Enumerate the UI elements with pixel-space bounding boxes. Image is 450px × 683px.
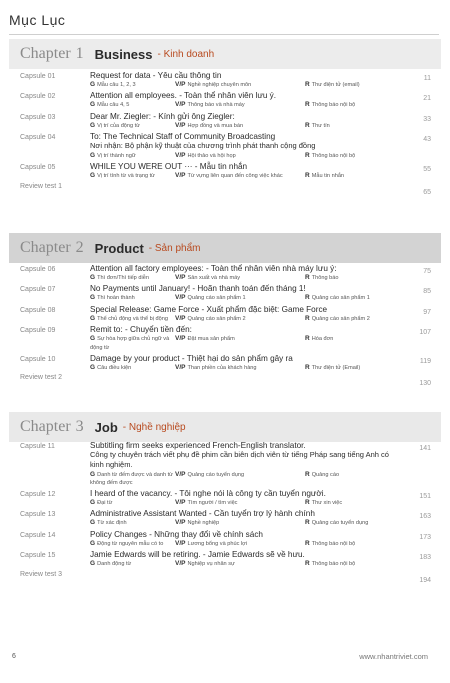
capsule-entry[interactable]	[20, 489, 441, 507]
vocabulary-topic	[175, 151, 305, 160]
grammar-topic	[90, 121, 175, 130]
vocabulary-topic-letter: V/P	[175, 101, 186, 109]
capsule-entry[interactable]	[20, 112, 441, 130]
vocabulary-topic-text: Than phiền của khách hàng	[187, 364, 257, 371]
capsule-label: Capsule 01	[20, 73, 56, 80]
review-test-label: Review test 2	[20, 374, 63, 382]
vocabulary-topic	[175, 80, 305, 89]
vocabulary-topic-text: Quảng cáo sản phẩm 2	[187, 315, 246, 322]
capsule-entry[interactable]	[20, 162, 441, 180]
chapter-subtitle: - Kinh doanh	[157, 48, 215, 60]
capsule-page-number: 107	[419, 329, 431, 337]
vocabulary-topic	[175, 171, 305, 180]
capsule-page-number: 21	[423, 95, 431, 103]
vocabulary-topic-text: Nghề nghiệp chuyên môn	[187, 82, 252, 88]
footer-url: www.nhantriviet.com	[359, 652, 428, 661]
grammar-topic	[90, 171, 175, 180]
reading-type	[305, 273, 441, 282]
vocabulary-topic-letter: V/P	[175, 539, 186, 547]
vocabulary-topic-letter: V/P	[175, 314, 186, 322]
reading-type-letter: R	[305, 274, 310, 281]
grammar-topic-text: Vị trí tính từ và trạng từ	[97, 173, 155, 180]
capsule-topics	[90, 171, 441, 180]
reading-type-text: Quảng cáo tuyển dụng	[311, 520, 369, 527]
reading-type	[305, 80, 441, 89]
capsule-page-number: 119	[419, 357, 431, 365]
vocabulary-topic	[175, 498, 305, 507]
chapter-number: 1	[75, 45, 84, 62]
reading-type-letter: R	[305, 499, 310, 507]
grammar-topic-text: Sự hòa hợp giữa chủ ngữ và động từ	[90, 336, 170, 351]
chapter-number: 3	[75, 418, 84, 435]
chapter-title: Business	[94, 46, 153, 62]
capsule-title: Subtitling firm seeks experienced French-English translator.	[90, 441, 306, 450]
grammar-topic-text: Vị trí thành ngữ	[97, 153, 136, 160]
capsule-entry[interactable]	[20, 132, 441, 160]
footer-page-number: 6	[12, 653, 16, 660]
grammar-topic-letter: G	[90, 539, 96, 547]
chapter-word: Chapter	[20, 45, 71, 62]
vocabulary-topic	[175, 314, 305, 323]
reading-type-text: Quảng cáo sản phẩm 1	[311, 295, 370, 302]
grammar-topic-letter: G	[90, 274, 96, 281]
vocabulary-topic	[175, 518, 305, 527]
grammar-topic-letter: G	[90, 560, 96, 568]
capsule-topics	[90, 80, 441, 89]
review-test-label: Review test 1	[20, 182, 63, 190]
review-test-entry[interactable]	[20, 374, 441, 388]
grammar-topic-text: Danh động từ	[97, 561, 132, 568]
vocabulary-topic-letter: V/P	[175, 152, 186, 160]
grammar-topic-letter: G	[90, 335, 96, 343]
vocabulary-topic	[175, 539, 305, 548]
vocabulary-topic	[175, 121, 305, 130]
vocabulary-topic-text: Nghiệp vụ nhân sự	[187, 561, 235, 568]
chapter-header	[9, 412, 441, 442]
reading-type-text: Thư điện tử (email)	[311, 82, 360, 88]
vocabulary-topic	[175, 273, 305, 282]
review-test-entry[interactable]	[20, 571, 441, 585]
grammar-topic	[90, 314, 175, 323]
vocabulary-topic-letter: V/P	[175, 470, 186, 478]
reading-type-letter: R	[305, 294, 310, 302]
vocabulary-topic-text: Quảng cáo sản phẩm 1	[187, 295, 246, 302]
capsule-entry[interactable]	[20, 441, 441, 487]
reading-type-text: Thông báo nội bộ	[311, 540, 356, 547]
vocabulary-topic-letter: V/P	[175, 499, 186, 507]
grammar-topic	[90, 363, 175, 372]
vocabulary-topic-letter: V/P	[175, 121, 186, 129]
grammar-topic-text: Vị trí của động từ	[97, 122, 140, 129]
capsule-title: Special Release: Game Force - Xuất phẩm đặc biệt: Game Force	[90, 304, 328, 314]
review-test-page-number: 194	[419, 576, 431, 584]
grammar-topic	[90, 539, 175, 548]
reading-type-letter: R	[305, 539, 310, 547]
capsule-topics	[90, 334, 441, 352]
review-test-page-number: 65	[423, 188, 431, 196]
grammar-topic	[90, 559, 175, 568]
vocabulary-topic	[175, 293, 305, 302]
capsule-page-number: 43	[423, 136, 431, 144]
reading-type-letter: R	[305, 81, 310, 88]
capsule-label: Capsule 15	[20, 552, 56, 560]
reading-type	[305, 121, 441, 130]
capsule-label: Capsule 10	[20, 355, 56, 363]
vocabulary-topic-text: Đặt mua sản phẩm	[187, 336, 235, 343]
reading-type-text: Thông báo nội bộ	[311, 102, 356, 109]
capsule-description: Công ty chuyên trách viết phụ đề phim cần biên dịch viên từ tiếng Pháp sang tiếng Anh có kinh nghiệm.	[90, 450, 389, 469]
grammar-topic-text: Mẫu câu 1, 2, 3	[97, 82, 136, 88]
capsule-description: Nơi nhận: Bộ phận kỹ thuật của chương trình phát thanh cộng đồng	[90, 141, 316, 151]
grammar-topic-letter: G	[90, 81, 96, 88]
reading-type-letter: R	[305, 314, 310, 322]
review-test-entry[interactable]	[20, 183, 441, 197]
capsule-topics	[90, 559, 441, 568]
grammar-topic-text: Đại từ	[97, 500, 113, 507]
grammar-topic	[90, 334, 175, 352]
grammar-topic-letter: G	[90, 172, 96, 180]
capsule-title: I heard of the vacancy. - Tôi nghe nói là công ty cần tuyển người.	[90, 489, 326, 499]
chapter-subtitle: - Sản phẩm	[148, 242, 201, 254]
reading-type-letter: R	[305, 172, 310, 180]
capsule-topics	[90, 121, 441, 130]
capsule-title: Attention all factory employees: - Toàn thể nhân viên nhà máy lưu ý:	[90, 264, 337, 273]
capsule-topics	[90, 151, 441, 160]
capsule-title: Policy Changes - Những thay đổi về chính sách	[90, 529, 263, 539]
grammar-topic-letter: G	[90, 101, 96, 109]
grammar-topic-letter: G	[90, 314, 96, 322]
reading-type-letter: R	[305, 101, 310, 109]
vocabulary-topic-letter: V/P	[175, 172, 186, 180]
capsule-page-number: 163	[419, 513, 431, 521]
grammar-topic	[90, 273, 175, 282]
review-test-page-number: 130	[419, 380, 431, 388]
grammar-topic-letter: G	[90, 363, 96, 371]
capsule-title: Attention all employees. - Toàn thể nhân viên lưu ý.	[90, 91, 277, 101]
capsule-topics	[90, 273, 441, 282]
capsule-title: No Payments until January! - Hoãn thanh toán đến tháng 1!	[90, 284, 306, 294]
capsule-page-number: 183	[419, 554, 431, 562]
reading-type	[305, 293, 441, 302]
capsule-label: Capsule 05	[20, 164, 56, 172]
capsule-label: Capsule 03	[20, 113, 56, 121]
reading-type-letter: R	[305, 519, 310, 527]
vocabulary-topic	[175, 470, 305, 488]
grammar-topic-text: Thì hoàn thành	[97, 295, 135, 302]
capsule-topics	[90, 518, 441, 527]
capsule-topics	[90, 363, 441, 372]
reading-type-letter: R	[305, 335, 310, 343]
capsule-title: WHILE YOU WERE OUT ··· - Mẫu tin nhắn	[90, 162, 248, 172]
capsule-label: Capsule 02	[20, 93, 56, 101]
capsule-topics	[90, 100, 441, 109]
chapter-entries	[9, 264, 441, 388]
reading-type-letter: R	[305, 152, 310, 160]
reading-type	[305, 470, 441, 488]
capsule-page-number: 97	[423, 308, 431, 316]
reading-type-letter: R	[305, 121, 310, 129]
vocabulary-topic-letter: V/P	[175, 560, 186, 568]
reading-type-text: Thư điện tử (Email)	[311, 364, 361, 371]
capsule-title: To: The Technical Staff of Community Broadcasting	[90, 132, 276, 142]
chapter-title: Product	[94, 240, 144, 256]
page-title: Mục Lục	[9, 12, 439, 35]
grammar-topic	[90, 80, 175, 89]
capsule-title: Dear Mr. Ziegler: - Kính gửi ông Ziegler:	[90, 111, 235, 121]
capsule-title: Jamie Edwards will be retiring. - Jamie Edwards sẽ về hưu.	[90, 550, 305, 560]
grammar-topic	[90, 518, 175, 527]
capsule-entry[interactable]	[20, 354, 441, 372]
reading-type	[305, 100, 441, 109]
grammar-topic-text: Động từ nguyên mẫu có to	[97, 540, 164, 547]
reading-type-letter: R	[305, 363, 310, 371]
capsule-entry[interactable]	[20, 91, 441, 109]
vocabulary-topic-letter: V/P	[175, 294, 186, 302]
chapter-word: Chapter	[20, 418, 71, 435]
grammar-topic-text: Thể chủ động và thể bị động	[97, 315, 168, 322]
vocabulary-topic-letter: V/P	[175, 519, 186, 527]
reading-type	[305, 171, 441, 180]
chapter-number: 2	[75, 239, 84, 256]
reading-type-letter: R	[305, 470, 310, 478]
capsule-label: Capsule 11	[20, 443, 55, 450]
capsule-page-number: 85	[423, 288, 431, 296]
capsule-entry[interactable]	[20, 550, 441, 568]
vocabulary-topic-text: Tìm người / tìm việc	[187, 500, 238, 507]
vocabulary-topic-letter: V/P	[175, 274, 186, 281]
capsule-page-number: 173	[419, 533, 431, 541]
capsule-title: Remit to: - Chuyển tiền đến:	[90, 325, 192, 335]
chapter-entries	[9, 441, 441, 585]
grammar-topic-text: Mẫu câu 4, 5	[97, 102, 130, 109]
capsule-topics	[90, 539, 441, 548]
capsule-entry[interactable]	[20, 71, 441, 89]
capsule-title: Administrative Assistant Wanted - Cần tuyển trợ lý hành chính	[90, 509, 315, 519]
vocabulary-topic-letter: V/P	[175, 335, 186, 343]
capsule-entry[interactable]	[20, 530, 441, 548]
reading-type-text: Thông báo nội bộ	[311, 561, 356, 568]
reading-type-text: Mẫu tin nhắn	[311, 173, 345, 180]
reading-type-text: Quảng cáo	[311, 471, 340, 478]
chapter-entries	[9, 71, 441, 197]
chapter-header	[9, 39, 441, 69]
grammar-topic-letter: G	[90, 499, 96, 507]
vocabulary-topic	[175, 100, 305, 109]
reading-type-text: Thông báo nội bộ	[311, 153, 356, 160]
grammar-topic-text: Danh từ đếm được và danh từ không đếm được	[90, 471, 173, 486]
capsule-entry[interactable]	[20, 305, 441, 323]
capsule-label: Capsule 12	[20, 491, 56, 499]
vocabulary-topic-text: Nghề nghiệp	[187, 520, 220, 527]
grammar-topic	[90, 293, 175, 302]
capsule-page-number: 75	[423, 268, 431, 275]
grammar-topic	[90, 100, 175, 109]
chapter-header	[9, 233, 441, 263]
capsule-topics	[90, 314, 441, 323]
grammar-topic-letter: G	[90, 519, 96, 527]
grammar-topic-text: Từ xác định	[97, 520, 127, 527]
chapter-title: Job	[94, 419, 118, 435]
chapter-word: Chapter	[20, 239, 71, 256]
capsule-page-number: 11	[423, 75, 431, 82]
capsule-title: Damage by your product - Thiệt hại do sản phẩm gây ra	[90, 353, 293, 363]
reading-type	[305, 314, 441, 323]
vocabulary-topic-text: Thông báo và nhà máy	[187, 102, 245, 109]
capsule-entry[interactable]	[20, 264, 441, 282]
capsule-topics	[90, 498, 441, 507]
vocabulary-topic-letter: V/P	[175, 81, 186, 88]
reading-type-text: Thông báo	[311, 275, 339, 281]
vocabulary-topic-text: Lương bổng và phúc lợi	[187, 540, 248, 547]
grammar-topic-letter: G	[90, 152, 96, 160]
capsule-label: Capsule 06	[20, 266, 56, 273]
grammar-topic	[90, 151, 175, 160]
reading-type-letter: R	[305, 560, 310, 568]
grammar-topic	[90, 498, 175, 507]
chapter-subtitle: - Nghề nghiệp	[122, 421, 186, 433]
vocabulary-topic	[175, 559, 305, 568]
reading-type-text: Hóa đơn	[311, 336, 334, 343]
vocabulary-topic-text: Quảng cáo tuyển dụng	[187, 471, 245, 478]
vocabulary-topic-text: Hợp đồng và mua bán	[187, 122, 244, 129]
grammar-topic-letter: G	[90, 470, 96, 478]
reading-type	[305, 151, 441, 160]
grammar-topic	[90, 470, 175, 488]
grammar-topic-letter: G	[90, 294, 96, 302]
capsule-entry[interactable]	[20, 509, 441, 527]
capsule-label: Capsule 04	[20, 134, 56, 142]
capsule-label: Capsule 13	[20, 511, 56, 519]
capsule-label: Capsule 07	[20, 286, 56, 294]
capsule-entry[interactable]	[20, 325, 441, 352]
review-test-label: Review test 3	[20, 570, 63, 578]
capsule-page-number: 151	[419, 493, 431, 501]
capsule-label: Capsule 08	[20, 306, 56, 314]
capsule-title: Request for data - Yêu cầu thông tin	[90, 71, 222, 80]
reading-type-text: Thư tín	[311, 122, 330, 129]
capsule-topics	[90, 293, 441, 302]
reading-type-text: Quảng cáo sản phẩm 2	[311, 315, 370, 322]
vocabulary-topic-text: Sản xuất và nhà máy	[187, 275, 241, 281]
reading-type-text: Thư xin việc	[311, 500, 343, 507]
grammar-topic-text: Thì đơn/Thì tiếp diễn	[97, 275, 149, 281]
vocabulary-topic-letter: V/P	[175, 363, 186, 371]
vocabulary-topic	[175, 363, 305, 372]
reading-type	[305, 334, 441, 352]
vocabulary-topic	[175, 334, 305, 352]
capsule-topics	[90, 470, 441, 488]
capsule-page-number: 141	[419, 445, 431, 452]
capsule-page-number: 55	[423, 166, 431, 174]
grammar-topic-letter: G	[90, 121, 96, 129]
grammar-topic-text: Câu điều kiện	[97, 364, 132, 371]
capsule-label: Capsule 09	[20, 327, 56, 335]
capsule-page-number: 33	[423, 115, 431, 123]
vocabulary-topic-text: Hội thảo và hội họp	[187, 153, 236, 160]
capsule-label: Capsule 14	[20, 531, 56, 539]
vocabulary-topic-text: Từ vựng liên quan đến công việc khác	[187, 173, 283, 180]
capsule-entry[interactable]	[20, 284, 441, 302]
